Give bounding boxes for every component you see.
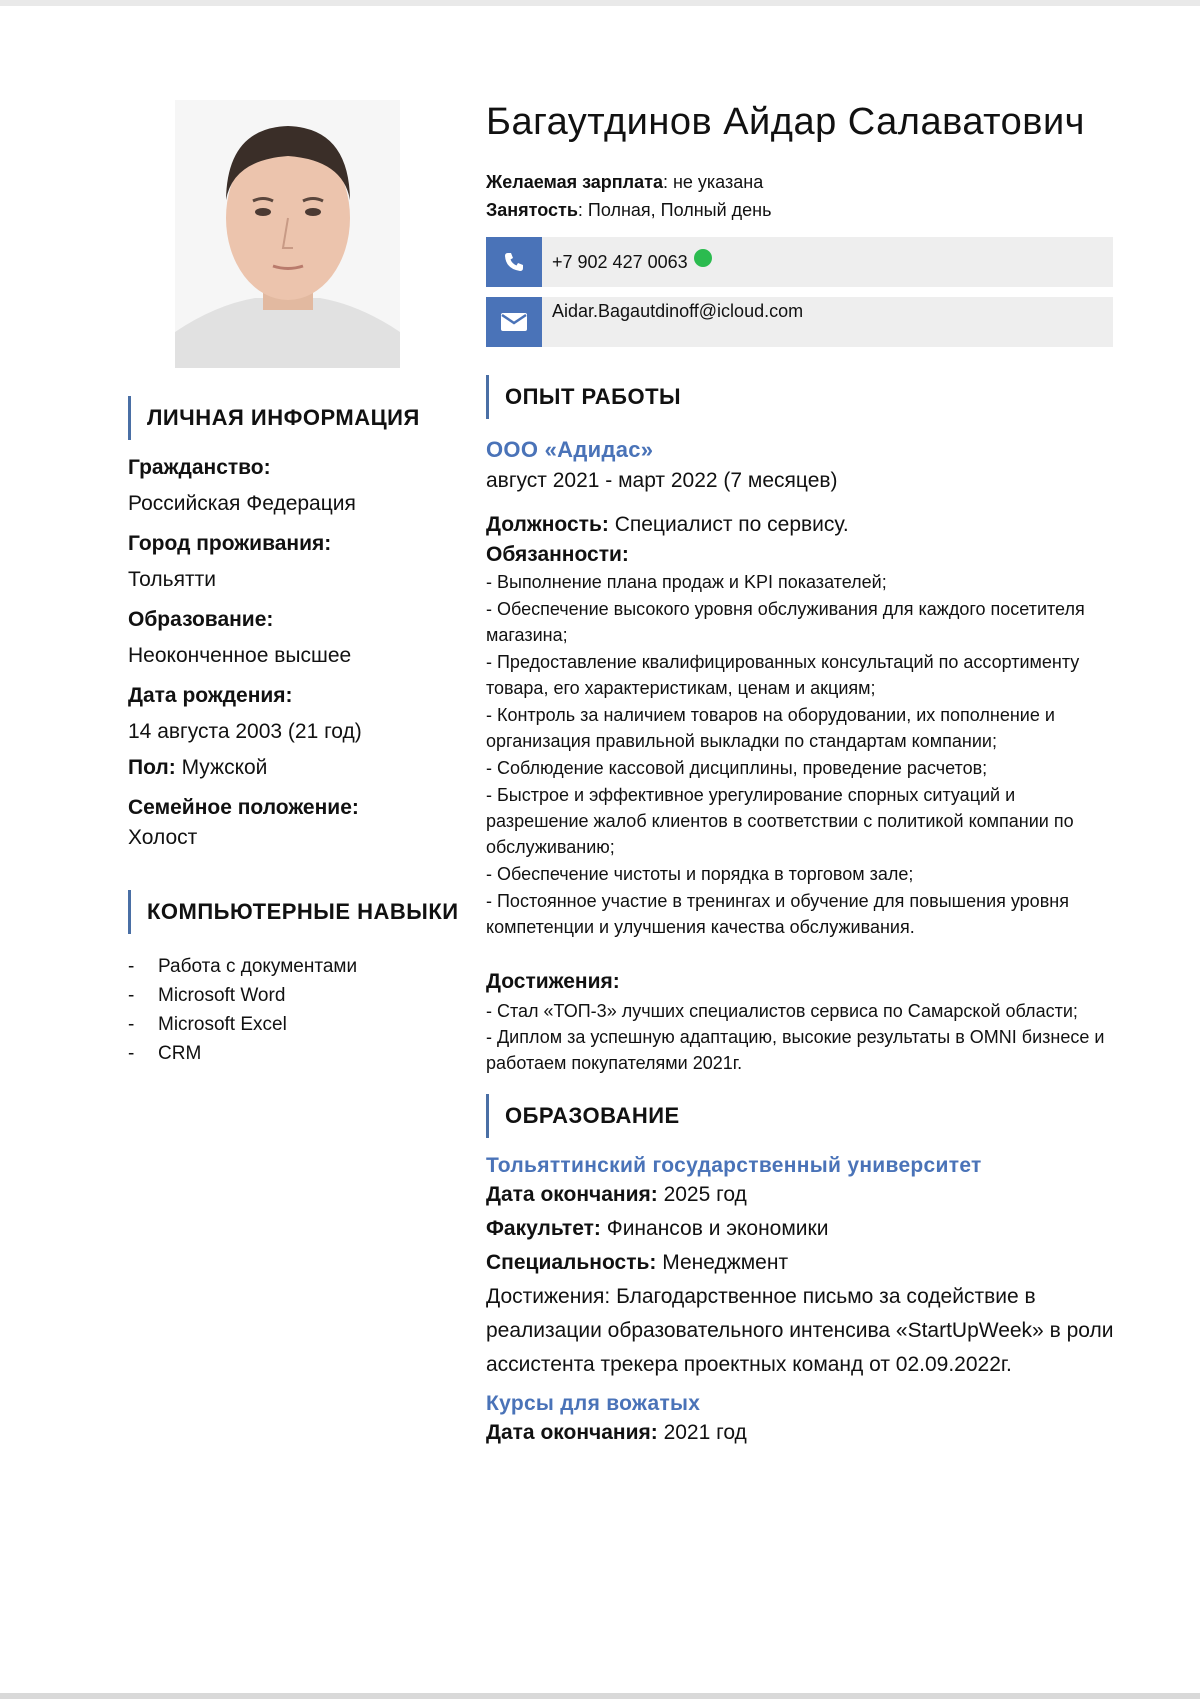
bottom-divider [0,1693,1200,1699]
company-name: ООО «Адидас» [486,437,654,462]
email-contact[interactable] [486,297,1113,347]
graduation-line: Дата окончания: 2025 год [486,1183,747,1206]
marital-value: Холост [128,826,198,849]
gender-row [128,756,468,780]
achievements-title: Достижения: [486,970,620,993]
portrait-illustration [175,100,400,368]
education-achievement: Достижения: Благодарственное письмо за содействие в реализации образовательного интенсива «StartUpWeek» в роли ассистента трекера проектных команд от 02.09.2022г. [486,1285,1114,1376]
skills-list [128,952,468,1068]
duty-item: - Постоянное участие в тренингах и обучение для повышения уровня компетенции и улучшения качества обслуживания. [486,891,1069,937]
city-label: Город проживания: [128,532,332,555]
top-divider [0,0,1200,6]
email-address[interactable]: Aidar.Bagautdinoff@icloud.com [552,301,804,321]
citizenship-value: Российская Федерация [128,492,356,515]
skills-heading: КОМПЬЮТЕРНЫЕ НАВЫКИ [128,890,468,934]
education-label: Образование: [128,608,274,631]
salary-line: Желаемая зарплата: не указана Занятость: Полная, Полный день [486,172,772,220]
whatsapp-icon [694,249,712,267]
achievements-list [486,998,1116,1076]
city-value: Тольятти [128,568,216,591]
education-value: Неоконченное высшее [128,644,352,667]
phone-contact[interactable] [486,237,1113,287]
experience-heading: ОПЫТ РАБОТЫ [486,375,1116,419]
achievement-item: - Диплом за успешную адаптацию, высокие результаты в OMNI бизнесе и работаем покупателями 2021г. [486,1027,1105,1073]
course-name: Курсы для вожатых [486,1392,701,1415]
skill-item: - CRM [128,1043,202,1064]
citizenship-label: Гражданство: [128,456,271,479]
duty-item: - Соблюдение кассовой дисциплины, проведение расчетов; [486,758,988,778]
duty-item: - Обеспечение высокого уровня обслуживания для каждого посетителя магазина; [486,599,1085,645]
course-graduation-line: Дата окончания: 2021 год [486,1421,747,1444]
achievement-item: - Стал «ТОП-3» лучших специалистов сервиса по Самарской области; [486,1001,1078,1021]
gender-value: Мужской [175,756,268,779]
duty-item: - Предоставление квалифицированных консультаций по ассортименту товара, его характеристикам, ценам и акциям; [486,652,1080,698]
right-column [486,96,1116,1450]
birth-date-value: 14 августа 2003 (21 год) [128,720,362,743]
profile-photo [175,100,400,368]
candidate-name: Багаутдинов Айдар Салаватович [486,101,1085,143]
duty-item: - Контроль за наличием товаров на оборудовании, их пополнение и организация правильной выкладки по стандартам компании; [486,705,1055,751]
duties-list [486,569,1116,940]
skill-item: - Microsoft Excel [128,1014,287,1035]
personal-info-heading: ЛИЧНАЯ ИНФОРМАЦИЯ [128,396,468,440]
duty-item: - Выполнение плана продаж и KPI показателей; [486,572,887,592]
education-heading: ОБРАЗОВАНИЕ [486,1094,1116,1138]
marital-label: Семейное положение: [128,796,359,819]
faculty-line: Факультет: Финансов и экономики [486,1217,829,1240]
duty-item: - Быстрое и эффективное урегулирование спорных ситуаций и разрешение жалоб клиентов в соответствии с политикой компании по обслуживанию; [486,785,1074,857]
university-name: Тольяттинский государственный университет [486,1154,982,1177]
birth-date-label: Дата рождения: [128,684,293,707]
specialty-line: Специальность: Менеджмент [486,1251,789,1274]
duty-item: - Обеспечение чистоты и порядка в торговом зале; [486,864,914,884]
gender-label: Пол: [128,756,176,779]
phone-number[interactable]: +7 902 427 0063 [552,251,688,272]
phone-icon [486,237,542,287]
skill-item: - Microsoft Word [128,985,286,1006]
work-period: август 2021 - март 2022 (7 месяцев) [486,469,838,492]
skill-item: - Работа с документами [128,956,358,977]
left-column [128,396,468,1068]
position-line: Должность: Специалист по сервису. [486,513,849,536]
duties-title: Обязанности: [486,543,629,566]
envelope-icon [486,297,542,347]
